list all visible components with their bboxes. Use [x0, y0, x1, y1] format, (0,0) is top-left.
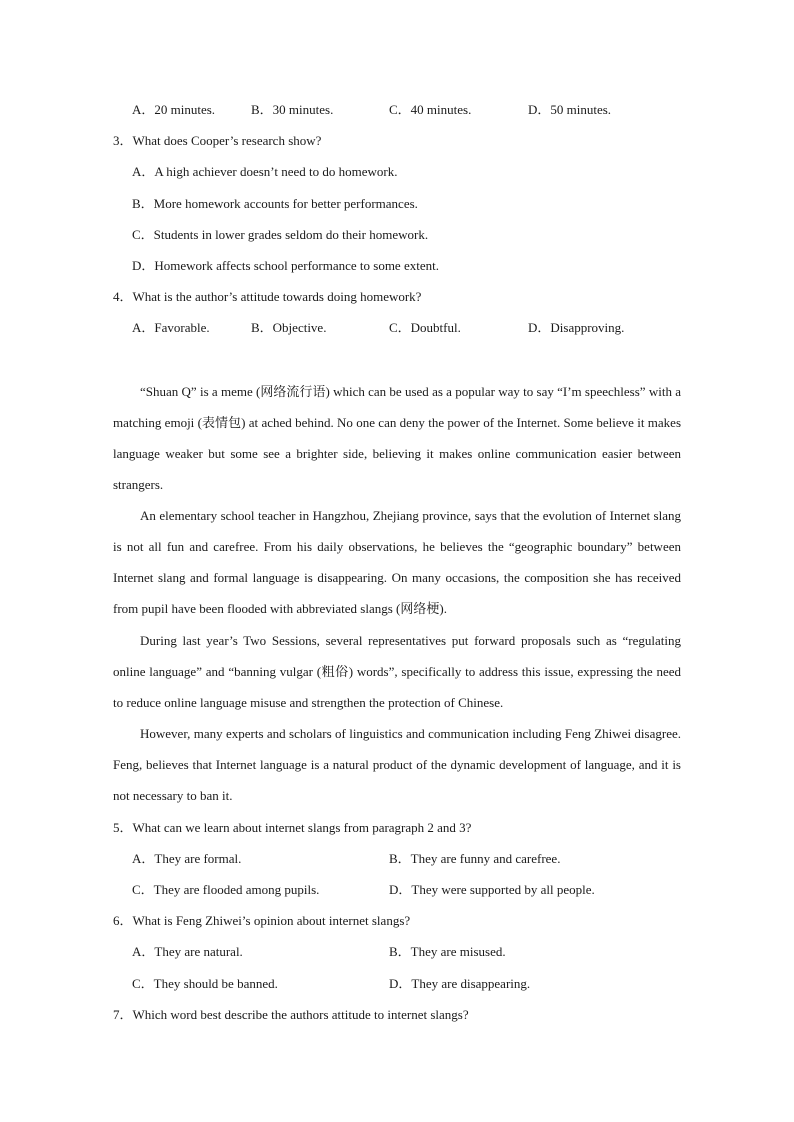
- passage-paragraph-3-text: During last year’s Two Sessions, several representatives put forward proposals such as “regulating online language” and “banning vulgar (粗俗) words”, specifically to address this issue, expressing the need to reduce online language misuse and strengthen the protection of Chinese.: [113, 633, 681, 710]
- passage-paragraph-2: [113, 500, 681, 624]
- q2-option-c: C．40 minutes.: [389, 102, 472, 117]
- q4-stem: 4．What is the author’s attitude towards doing homework?: [113, 289, 422, 304]
- q4-option-a: A．Favorable.: [132, 320, 210, 335]
- q3-option-b: B．More homework accounts for better performances.: [132, 196, 418, 211]
- q5-stem: 5．What can we learn about internet slangs from paragraph 2 and 3?: [113, 820, 472, 835]
- q4-option-b: B．Objective.: [251, 320, 327, 335]
- q3-option-a: A．A high achiever doesn’t need to do homework.: [132, 164, 398, 179]
- q4-option-c: C．Doubtful.: [389, 320, 461, 335]
- passage-paragraph-1-text: “Shuan Q” is a meme (网络流行语) which can be used as a popular way to say “I’m speechless” with a matching emoji (表情包) at ached behind. No one can deny the power of the Internet. Some believe it makes language weaker but some see a brighter side, believing it makes online communication easier between strangers.: [113, 384, 681, 492]
- q6-option-d: D．They are disappearing.: [389, 976, 531, 991]
- passage-paragraph-4-text: However, many experts and scholars of linguistics and communication including Feng Zhiwei disagree. Feng, believes that Internet language is a natural product of the dynamic development of language, and it is not necessary to ban it.: [113, 726, 681, 803]
- q7-stem: 7．Which word best describe the authors attitude to internet slangs?: [113, 1007, 469, 1022]
- q6-stem: 6．What is Feng Zhiwei’s opinion about internet slangs?: [113, 913, 411, 928]
- q2-option-d: D．50 minutes.: [528, 102, 612, 117]
- q5-option-d: D．They were supported by all people.: [389, 882, 595, 897]
- passage-paragraph-4: [113, 718, 681, 811]
- q6-option-b: B．They are misused.: [389, 944, 506, 959]
- passage-paragraph-2-text: An elementary school teacher in Hangzhou, Zhejiang province, says that the evolution of Internet slang is not all fun and carefree. From his daily observations, he believes the “geographic boundary” between Internet slang and formal language is disappearing. On many occasions, the composition she has received from pupil have been flooded with abbreviated slangs (网络梗).: [113, 508, 681, 616]
- q6-option-c: C．They should be banned.: [132, 976, 278, 991]
- q5-option-a: A．They are formal.: [132, 851, 242, 866]
- q5-option-b: B．They are funny and carefree.: [389, 851, 561, 866]
- q3-option-c: C．Students in lower grades seldom do their homework.: [132, 227, 429, 242]
- q6-option-a: A．They are natural.: [132, 944, 243, 959]
- q3-option-d: D．Homework affects school performance to some extent.: [132, 258, 439, 273]
- q2-option-a: A．20 minutes.: [132, 102, 216, 117]
- passage-paragraph-3: [113, 625, 681, 718]
- passage-paragraph-1: [113, 376, 681, 500]
- q4-option-d: D．Disapproving.: [528, 320, 625, 335]
- q5-option-c: C．They are flooded among pupils.: [132, 882, 320, 897]
- q3-stem: 3．What does Cooper’s research show?: [113, 133, 322, 148]
- q2-option-b: B．30 minutes.: [251, 102, 334, 117]
